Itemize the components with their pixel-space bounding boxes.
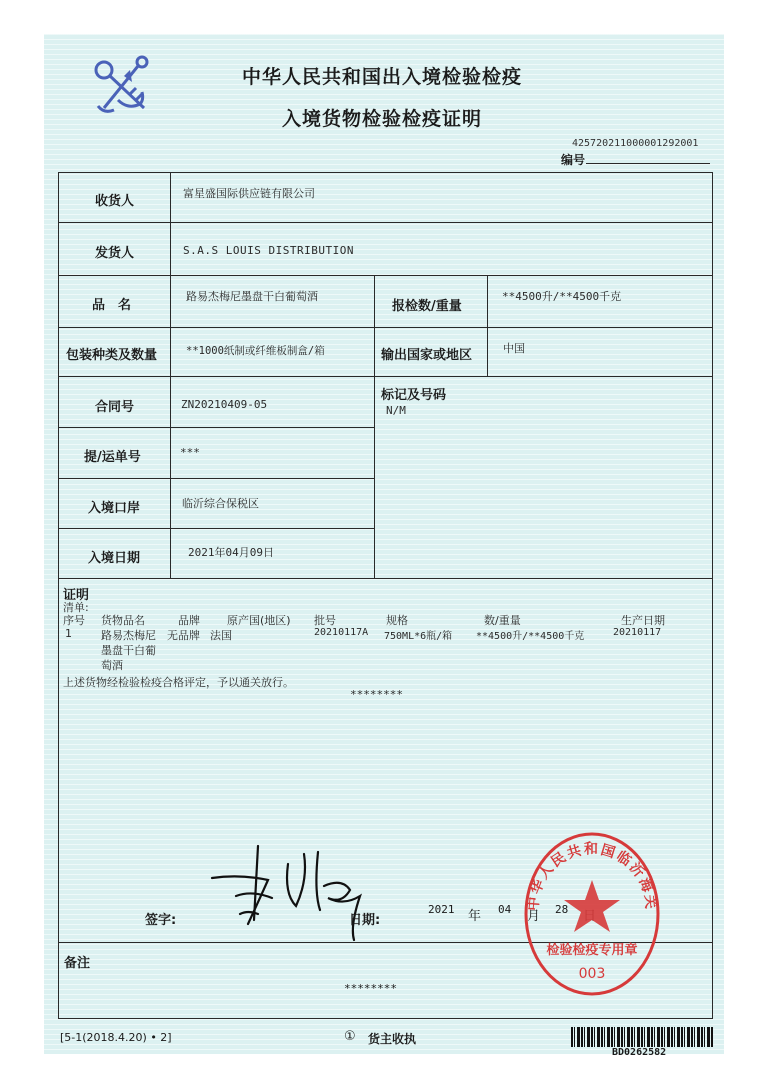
row-number: 1 — [65, 627, 72, 640]
column-header: 生产日期 — [621, 614, 665, 627]
sign-day: 28 — [555, 903, 569, 916]
column-header: 原产国(地区) — [227, 614, 291, 627]
consignee-label: 收货人 — [95, 194, 135, 209]
form-code: [5-1(2018.4.20) • 2] — [60, 1031, 172, 1044]
title-line-2: 入境货物检验检疫证明 — [281, 108, 482, 130]
entry-date-value: 2021年04月09日 — [188, 546, 274, 559]
row-goods-name-3: 萄酒 — [101, 659, 123, 672]
column-header: 序号 — [63, 614, 85, 627]
row-batch: 20210117A — [314, 627, 369, 638]
row-origin: 法国 — [210, 629, 232, 642]
bill-of-lading-label: 提/运单号 — [84, 450, 141, 465]
remarks-label: 备注 — [64, 956, 91, 971]
consignee-value: 富星盛国际供应链有限公司 — [183, 187, 315, 200]
packaging-label: 包装种类及数量 — [66, 348, 158, 363]
date-label: 日期: — [349, 913, 381, 928]
entry-port-value: 临沂综合保税区 — [182, 497, 259, 510]
column-header: 数/重量 — [484, 614, 521, 627]
goods-name-label: 品 名 — [92, 298, 132, 313]
marks-label: 标记及号码 — [381, 388, 447, 403]
sign-year: 2021 — [428, 903, 455, 916]
barcode-number: BD0262582 — [612, 1047, 667, 1058]
column-header: 规格 — [386, 614, 408, 627]
column-header: 批号 — [314, 614, 336, 627]
sign-year-unit: 年 — [468, 909, 482, 924]
goods-name-value: 路易杰梅尼墨盘干白葡萄酒 — [186, 290, 318, 303]
sign-month: 04 — [498, 903, 512, 916]
row-goods-name-1: 路易杰梅尼 — [101, 629, 156, 642]
list-label: 清单: — [63, 601, 89, 614]
clearance-statement: 上述货物经检验检疫合格评定，予以通关放行。 — [63, 676, 294, 689]
row-brand: 无品牌 — [167, 629, 200, 642]
quantity-weight-label: 报检数/重量 — [392, 299, 462, 314]
origin-country-label: 输出国家或地区 — [381, 348, 473, 363]
official-seal-stamp — [521, 828, 663, 1000]
sign-month-unit: 月 — [527, 909, 541, 924]
consignor-value: S.A.S LOUIS DISTRIBUTION — [183, 244, 354, 257]
origin-country-value: 中国 — [503, 342, 525, 355]
entry-port-label: 入境口岸 — [88, 501, 141, 516]
handwritten-signature — [200, 840, 370, 950]
marks-value: N/M — [386, 404, 406, 417]
contract-no-value: ZN20210409-05 — [181, 398, 268, 411]
serial-underline — [586, 163, 710, 164]
column-header: 货物品名 — [101, 614, 145, 627]
entry-date-label: 入境日期 — [88, 551, 141, 566]
seal-center-text: 检验检疫专用章 — [546, 943, 638, 958]
signature-label: 签字: — [145, 913, 177, 928]
seal-number: 003 — [578, 966, 606, 982]
row-goods-name-2: 墨盘干白葡 — [101, 644, 156, 657]
row-production-date: 20210117 — [613, 627, 662, 638]
copy-label: 货主收执 — [368, 1032, 417, 1046]
seal-arc-text: 中华人民共和国临沂海关 — [525, 841, 659, 912]
bill-of-lading-value: *** — [180, 446, 200, 459]
certificate-section-label: 证明 — [63, 588, 90, 603]
packaging-value: **1000纸制或纤维板制盒/箱 — [186, 345, 325, 357]
title-line-1: 中华人民共和国出入境检验检疫 — [241, 66, 522, 88]
serial-label: 编号 — [561, 153, 586, 167]
serial-number: 425720211000001292001 — [572, 138, 699, 149]
copy-number: ① — [344, 1029, 356, 1044]
contract-no-label: 合同号 — [95, 400, 135, 415]
column-header: 品牌 — [178, 614, 200, 627]
quantity-weight-value: **4500升/**4500千克 — [502, 290, 622, 303]
statement-stars: ******** — [350, 688, 403, 701]
remarks-stars: ******** — [344, 982, 397, 995]
row-quantity: **4500升/**4500千克 — [476, 631, 585, 642]
barcode — [571, 1027, 713, 1047]
row-spec: 750ML*6瓶/箱 — [384, 631, 453, 642]
consignor-label: 发货人 — [95, 246, 135, 261]
